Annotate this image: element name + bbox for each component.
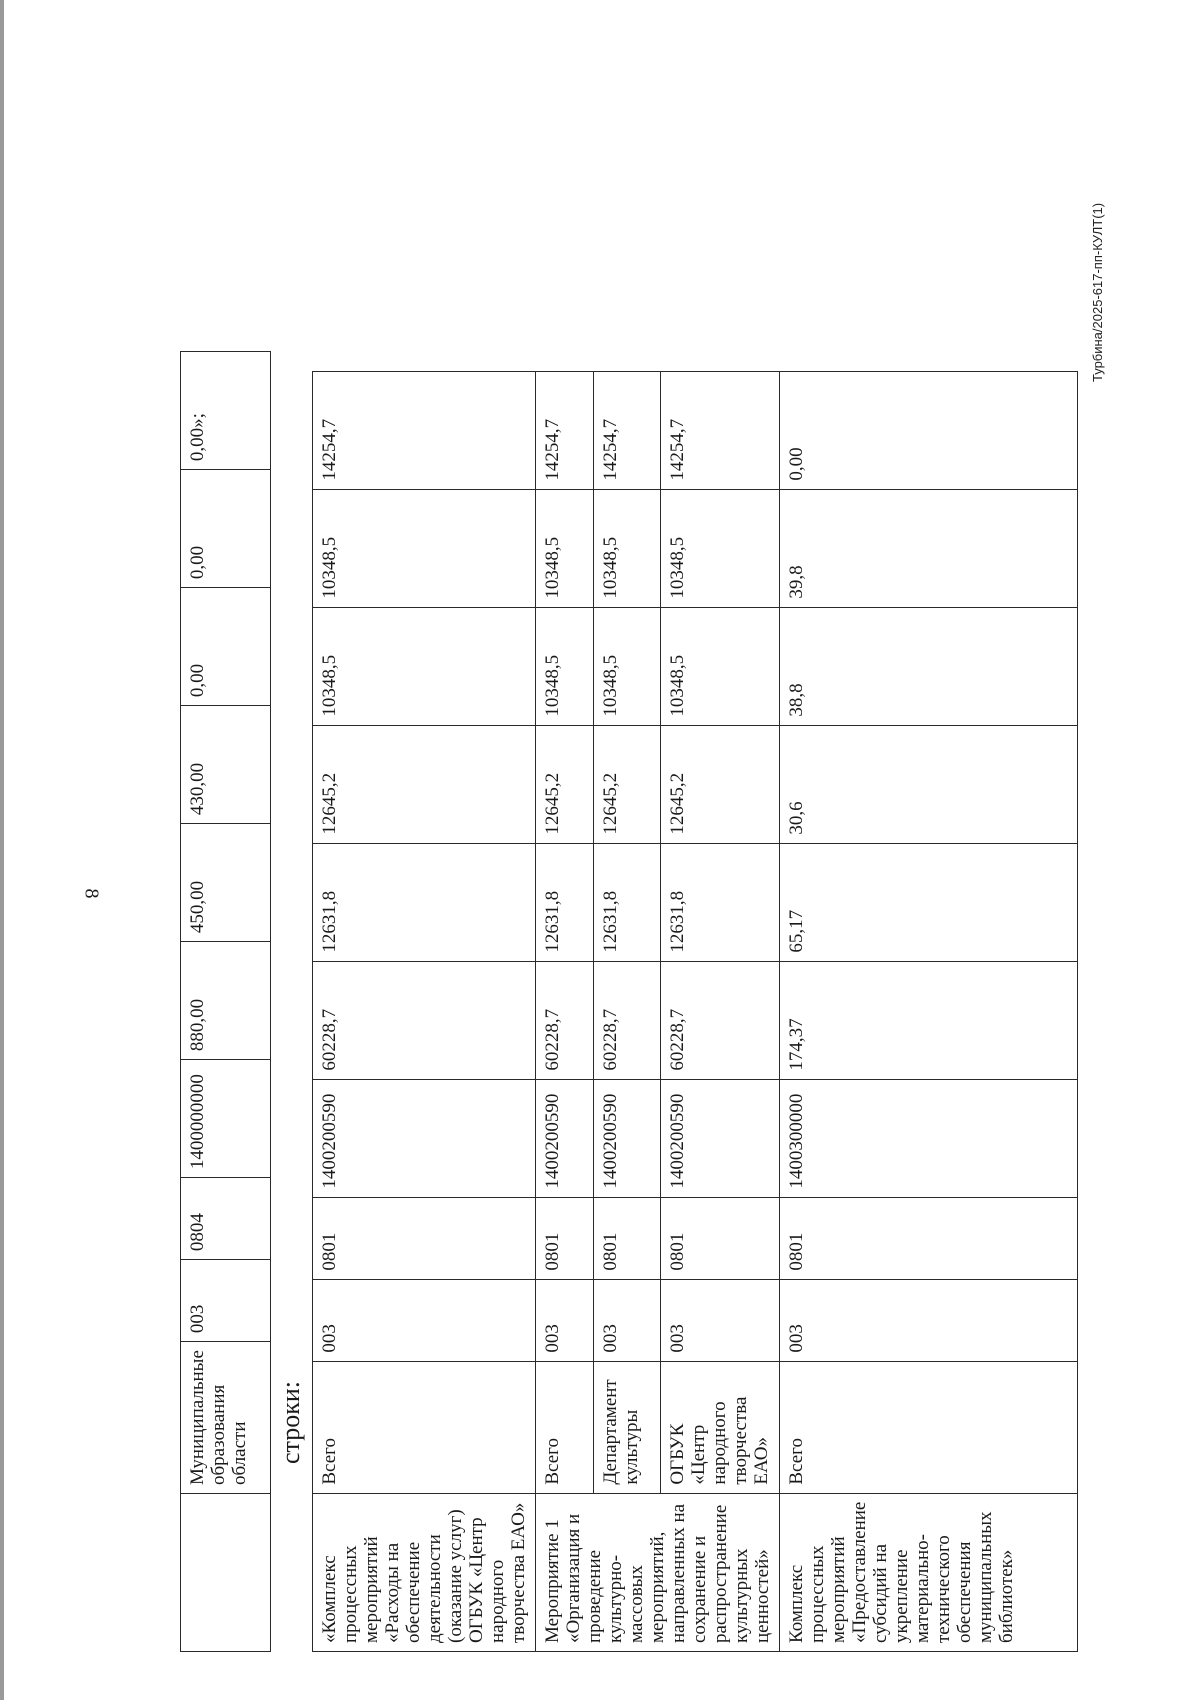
value-cell: 39,8 <box>780 489 1078 607</box>
grbs-cell: 003 <box>536 1279 594 1361</box>
header-row <box>181 352 271 1652</box>
table-row <box>780 371 1078 1651</box>
document-code: Турбина/2025-617-пп-КУЛТ(1) <box>1090 202 1105 382</box>
header-cell-year-3: 0,00 <box>181 588 271 706</box>
value-cell: 12631,8 <box>661 843 780 961</box>
value-cell: 10348,5 <box>536 489 594 607</box>
csr-cell: 1400200590 <box>313 1079 536 1197</box>
value-cell: 12645,2 <box>594 725 661 843</box>
value-cell: 38,8 <box>780 607 1078 725</box>
value-cell: 10348,5 <box>594 607 661 725</box>
table-row <box>313 371 536 1651</box>
executor-cell: Всего <box>780 1361 1078 1493</box>
header-cell-csr: 1400000000 <box>181 1060 271 1178</box>
executor-cell: Департамент культуры <box>594 1361 661 1493</box>
grbs-cell: 003 <box>661 1279 780 1361</box>
csr-cell: 1400300000 <box>780 1079 1078 1197</box>
csr-cell: 1400200590 <box>536 1079 594 1197</box>
value-cell: 10348,5 <box>594 489 661 607</box>
grbs-cell: 003 <box>780 1279 1078 1361</box>
rzpr-cell: 0801 <box>780 1197 1078 1279</box>
value-cell: 10348,5 <box>661 607 780 725</box>
header-cell-total: 880,00 <box>181 942 271 1060</box>
value-cell: 14254,7 <box>661 371 780 489</box>
grbs-cell: 003 <box>313 1279 536 1361</box>
header-cell-rzpr: 0804 <box>181 1178 271 1260</box>
page-number: 8 <box>80 888 103 899</box>
value-cell: 174,37 <box>780 961 1078 1079</box>
executor-cell: Всего <box>536 1361 594 1493</box>
header-cell-year-2: 430,00 <box>181 706 271 824</box>
csr-cell: 1400200590 <box>594 1079 661 1197</box>
value-cell: 12645,2 <box>536 725 594 843</box>
table-row <box>536 371 594 1651</box>
value-cell: 14254,7 <box>313 371 536 489</box>
csr-cell: 1400200590 <box>661 1079 780 1197</box>
rzpr-cell: 0801 <box>313 1197 536 1279</box>
section-caption: строки: <box>276 1381 305 1464</box>
value-cell: 60228,7 <box>536 961 594 1079</box>
value-cell: 12645,2 <box>661 725 780 843</box>
value-cell: 14254,7 <box>594 371 661 489</box>
value-cell: 10348,5 <box>661 489 780 607</box>
grbs-cell: 003 <box>594 1279 661 1361</box>
rzpr-cell: 0801 <box>536 1197 594 1279</box>
value-cell: 60228,7 <box>313 961 536 1079</box>
rzpr-cell: 0801 <box>661 1197 780 1279</box>
executor-cell: ОГБУК «Центр народного творчества ЕАО» <box>661 1361 780 1493</box>
value-cell: 12631,8 <box>536 843 594 961</box>
value-cell: 60228,7 <box>661 961 780 1079</box>
value-cell: 30,6 <box>780 725 1078 843</box>
table-row <box>594 371 661 1651</box>
value-cell: 12631,8 <box>313 843 536 961</box>
value-cell: 0,00 <box>780 371 1078 489</box>
activity-name: Мероприятие 1 «Организация и проведение культурно-массовых мероприятий, направленных на сохранение и распространение культурных ценностей» <box>536 1493 780 1651</box>
executor-cell: Всего <box>313 1361 536 1493</box>
value-cell: 10348,5 <box>536 607 594 725</box>
table-row <box>661 371 780 1651</box>
header-cell-name <box>181 1494 271 1652</box>
header-table <box>180 351 271 1652</box>
activity-name: «Комплекс процессных мероприятий «Расходы на обеспечение деятельности (оказание услуг) ОГБУК «Центр народного творчества ЕАО» <box>313 1493 536 1651</box>
value-cell: 12631,8 <box>594 843 661 961</box>
rzpr-cell: 0801 <box>594 1197 661 1279</box>
value-cell: 10348,5 <box>313 489 536 607</box>
header-cell-year-1: 450,00 <box>181 824 271 942</box>
rotated-page-content <box>180 136 1080 1652</box>
header-cell-grbs: 003 <box>181 1260 271 1342</box>
scan-edge <box>0 0 4 1700</box>
activity-name: Комплекс процессных мероприятий «Предоставление субсидий на укрепление материально-технического обеспечения муниципальных библиотек» <box>780 1493 1078 1651</box>
value-cell: 10348,5 <box>313 607 536 725</box>
value-cell: 14254,7 <box>536 371 594 489</box>
budget-table <box>312 371 1078 1652</box>
header-cell-year-4: 0,00 <box>181 470 271 588</box>
value-cell: 65,17 <box>780 843 1078 961</box>
header-cell-executor: Муниципальные образования области <box>181 1342 271 1494</box>
header-cell-year-5: 0,00»; <box>181 352 271 470</box>
value-cell: 12645,2 <box>313 725 536 843</box>
value-cell: 60228,7 <box>594 961 661 1079</box>
